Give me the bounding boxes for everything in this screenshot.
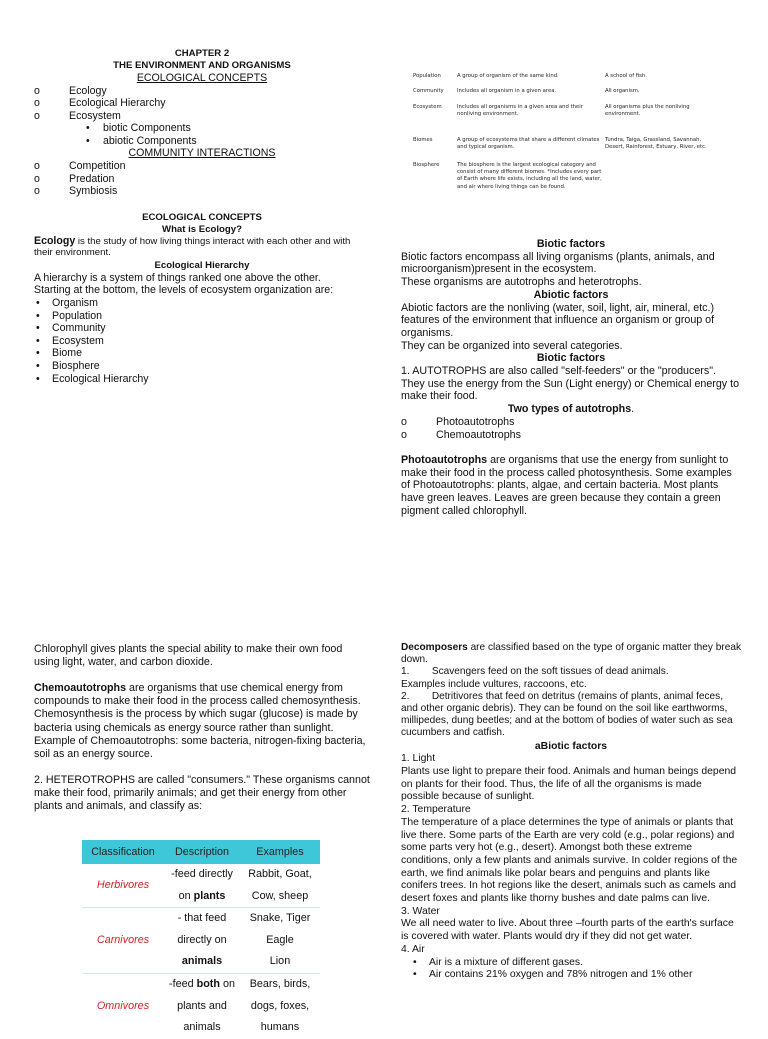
chemoautotrophs-paragraph: Chemoautotrophs are organisms that use chemical energy from compounds to make their food in the process called chemosynthesis. Chemosynthesis is the process by which sugar (glucose) is made by bacteria using chemicals as energy source rather than sunlight. Example of Chemoautotrophs: some bacteria, nitrogen-fixing bacteria, soil as an energy source. bbox=[34, 682, 366, 761]
bullet-o: o bbox=[34, 109, 40, 122]
levels-list bbox=[34, 297, 370, 385]
chlorophyll-paragraph: Chlorophyll gives plants the special ability to make their own food using light, water, and carbon dioxide. bbox=[34, 643, 343, 669]
table-row: Carnivores - that feed directly on animals Snake, Tiger Eagle Lion bbox=[82, 908, 320, 974]
abiotic-factors-text: Abiotic factors are the nonliving (water, soil, light, air, mineral, etc.) features of the environment that influence an organism or group of organisms. bbox=[401, 301, 715, 339]
outline-item: o Symbiosis bbox=[34, 185, 118, 198]
hierarchy-row: Population A group of organism of the same kind. A school of fish. bbox=[413, 73, 647, 79]
table-header-row bbox=[82, 840, 320, 864]
decomposers-paragraph: Decomposers are classified based on the type of organic matter they break down. bbox=[401, 642, 742, 666]
outline-item: o Ecological Hierarchy bbox=[34, 97, 166, 110]
chapter-title: THE ENVIRONMENT AND ORGANISMS bbox=[113, 60, 291, 71]
level-item: • Community bbox=[36, 322, 106, 335]
level-item: • Organism bbox=[36, 296, 98, 309]
autotrophs-text: 1. AUTOTROPHS are also called "self-feeders" or the "producers". They use the energy from the Sun (Light energy) or Chemical energy to make their food. bbox=[401, 365, 740, 403]
page1-left-column bbox=[34, 48, 370, 385]
light-text: Plants use light to prepare their food. Animals and human beings depend on plants for their food. Thus, the life of all the organisms is made possible because of sunlight. bbox=[401, 766, 737, 803]
biotic-factors-heading: Biotic factors bbox=[536, 238, 606, 250]
detritivores-text: 2. Detritivores that feed on detritus (remains of plants, animal feces, and other organic debris). They can be found on the soil like earthworms, millipedes, dung beetles; and at the bottom of bodies of water such as sea cucumbers and catfish. bbox=[401, 690, 733, 739]
abiotic-factors-text-2: They can be organized into several categories. bbox=[401, 339, 623, 352]
abiotic-factors-heading: Abiotic factors bbox=[533, 288, 609, 301]
scavengers-text: 1. Scavengers feed on the soft tissues of dead animals. bbox=[401, 666, 669, 678]
level-item: • Biosphere bbox=[36, 359, 100, 372]
water-heading: 3. Water bbox=[401, 905, 440, 917]
outline-heading-community-interactions: COMMUNITY INTERACTIONS bbox=[128, 147, 276, 160]
column-header: Description bbox=[164, 840, 240, 864]
biotic-factors-text-2: These organisms are autotrophs and heterotrophs. bbox=[401, 276, 642, 289]
classification-table bbox=[82, 840, 320, 1039]
hierarchy-row: Ecosystem Includes all organisms in a given area and their nonliving environment. All organisms plus the nonliving environment. bbox=[413, 104, 690, 118]
water-text: We all need water to live. About three –fourth parts of the earth's surface is covered with water. Plants would dry if they did not get water. bbox=[401, 918, 734, 943]
ecology-definition: Ecology is the study of how living things interact with each other and with their environment. bbox=[34, 234, 351, 259]
column-header: Classification bbox=[82, 840, 164, 864]
biotic-factors-heading-2: Biotic factors bbox=[536, 352, 606, 365]
level-item: • Biome bbox=[36, 347, 83, 360]
outline-list-2 bbox=[34, 160, 370, 198]
page1-right-column bbox=[401, 238, 741, 517]
temperature-text: The temperature of a place determines the type of animals or plants that live there. Some parts of the Earth are very cold (e.g., polar regions) and some parts very hot (e.g., desert). Amongst both these extreme conditions, only a few plants and animals survive. In colder regions of the earth, we find animals like polar bears and penguins and plants like conifers trees. In hot regions like the desert, animals such as camels and desert foxes and plants like thorny bushes and date palms can live. bbox=[401, 816, 738, 905]
outline-item: o Ecosystem bbox=[34, 109, 121, 122]
autotroph-type-item: o Chemoautotrophs bbox=[401, 428, 521, 441]
scavengers-examples: Examples include vultures, raccoons, etc. bbox=[401, 678, 587, 690]
autotroph-type-item: o Photoautotrophs bbox=[401, 415, 515, 428]
level-item: • Population bbox=[36, 309, 103, 322]
column-header: Examples bbox=[240, 840, 320, 864]
bullet-o: o bbox=[34, 97, 40, 110]
outline-item: o Ecology bbox=[34, 84, 107, 97]
light-heading: 1. Light bbox=[401, 753, 436, 765]
level-item: • Ecological Hierarchy bbox=[36, 372, 149, 385]
hierarchy-row: Community Includes all organism in a given area. All organism. bbox=[413, 88, 640, 94]
hierarchy-row: Biosphere The biosphere is the largest ecological category and consist of many different biomes. *Includes every part of Earth where life exists, including all the land, water, and air where living things can be found. bbox=[413, 162, 602, 190]
component-item: • abiotic Components bbox=[86, 134, 197, 147]
air-item: • Air is a mixture of different gases. bbox=[413, 956, 584, 968]
temperature-heading: 2. Temperature bbox=[401, 804, 471, 816]
air-item: • Air contains 21% oxygen and 78% nitrogen and 1% other bbox=[413, 969, 693, 981]
what-is-ecology-heading: What is Ecology? bbox=[162, 223, 242, 235]
component-item: • biotic Components bbox=[86, 122, 191, 135]
hierarchy-description: A hierarchy is a system of things ranked one above the other. Starting at the bottom, the levels of ecosystem organization are: bbox=[34, 271, 334, 297]
two-types-heading: Two types of autotrophs. bbox=[507, 403, 635, 416]
table-row: Omnivores -feed both on plants and animals Bears, birds, dogs, foxes, humans bbox=[96, 977, 311, 1034]
heterotrophs-paragraph: 2. HETEROTROPHS are called "consumers." These organisms cannot make their food, primarily animals; and get their energy from other plants and animals, and classify as: bbox=[34, 773, 370, 813]
ecological-hierarchy-table bbox=[413, 73, 723, 191]
page2-left-column bbox=[34, 643, 370, 813]
bullet-o: o bbox=[34, 84, 40, 97]
ecological-hierarchy-heading: Ecological Hierarchy bbox=[154, 259, 250, 271]
hierarchy-row: Biomes A group of ecosystems that share a different climates and typical organism. Tundra, Taiga, Grassland, Savannah, Desert, Rainforest, Estuary, River, etc. bbox=[413, 137, 707, 151]
page2-right-column bbox=[401, 642, 741, 982]
components-list bbox=[34, 122, 370, 147]
chapter-label: CHAPTER 2 bbox=[174, 48, 230, 59]
photoautotrophs-paragraph: Photoautotrophs are organisms that use the energy from sunlight to make their food in the process called photosynthesis. Some examples of Photoautotrophs: plants, algae, and certain bacteria. Most plants have green leaves. Leaves are green because they contain a green pigment called chlorophyll. bbox=[401, 453, 732, 517]
outline-item: o Competition bbox=[34, 159, 126, 172]
section-heading-ecological-concepts: ECOLOGICAL CONCEPTS bbox=[142, 211, 262, 223]
biotic-factors-text: Biotic factors encompass all living organisms (plants, animals, and microorganism)present in the ecosystem. bbox=[401, 250, 715, 276]
outline-list-1 bbox=[34, 85, 370, 123]
air-heading: 4. Air bbox=[401, 943, 425, 955]
level-item: • Ecosystem bbox=[36, 334, 104, 347]
table-row: Herbivores -feed directly on plants Rabbit, Goat, Cow, sheep bbox=[82, 864, 320, 908]
abiotic-factors-heading-2: aBiotic factors bbox=[534, 740, 608, 752]
outline-item: o Predation bbox=[34, 172, 115, 185]
outline-heading-ecological-concepts: ECOLOGICAL CONCEPTS bbox=[136, 72, 268, 84]
